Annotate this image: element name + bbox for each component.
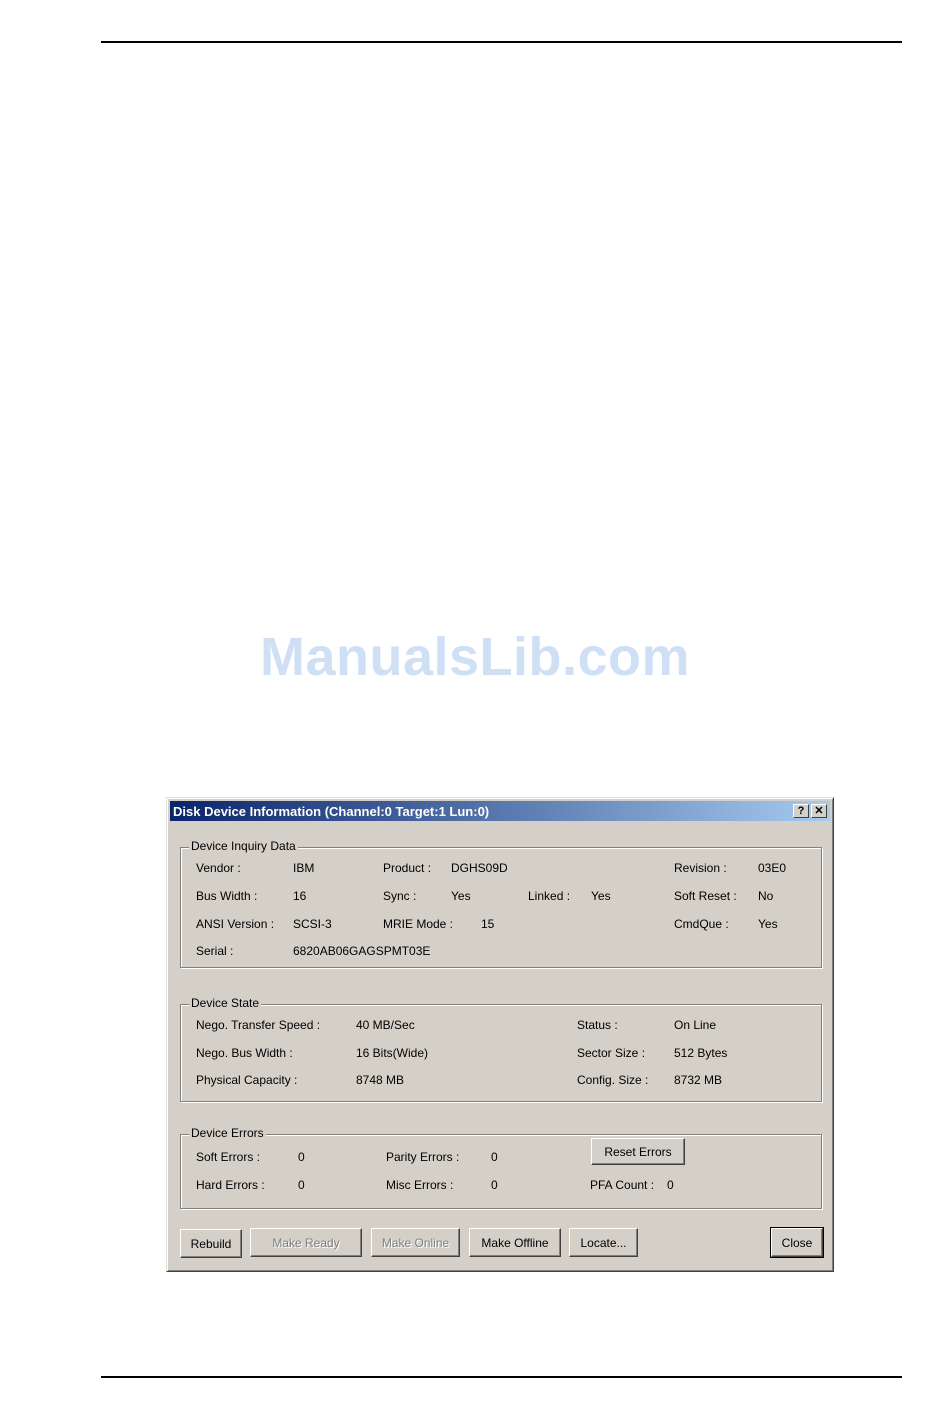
watermark: ManualsLib.com: [259, 627, 691, 687]
parity-errors-label: Parity Errors :: [386, 1150, 460, 1164]
rebuild-button[interactable]: Rebuild: [180, 1229, 242, 1258]
pfa-count-label: PFA Count :: [590, 1178, 655, 1192]
transfer-speed-label: Nego. Transfer Speed :: [196, 1018, 321, 1032]
cmdque-value: Yes: [758, 917, 778, 931]
device-inquiry-legend: Device Inquiry Data: [191, 839, 296, 853]
make-online-button[interactable]: Make Online: [371, 1228, 460, 1257]
reset-errors-button[interactable]: Reset Errors: [591, 1138, 685, 1165]
vendor-value: IBM: [293, 861, 315, 875]
sync-label: Sync :: [383, 889, 417, 903]
physical-capacity-value: 8748 MB: [356, 1073, 405, 1087]
title-bar[interactable]: [170, 801, 830, 821]
make-ready-button[interactable]: Make Ready: [250, 1228, 362, 1257]
locate-button[interactable]: Locate...: [569, 1228, 638, 1257]
device-state-legend: Device State: [191, 996, 260, 1010]
product-value: DGHS09D: [451, 861, 508, 875]
bus-width-nego-value: 16 Bits(Wide): [356, 1046, 429, 1060]
disk-device-information-dialog: [166, 797, 834, 1272]
physical-capacity-label: Physical Capacity :: [196, 1073, 298, 1087]
linked-label: Linked :: [528, 889, 571, 903]
product-label: Product :: [383, 861, 432, 875]
vendor-label: Vendor :: [196, 861, 241, 875]
dialog-title: Disk Device Information (Channel:0 Target:1 Lun:0): [173, 804, 490, 819]
soft-errors-label: Soft Errors :: [196, 1150, 261, 1164]
status-value: On Line: [674, 1018, 717, 1032]
revision-value: 03E0: [758, 861, 787, 875]
soft-reset-label: Soft Reset :: [674, 889, 737, 903]
transfer-speed-value: 40 MB/Sec: [356, 1018, 415, 1032]
soft-errors-value: 0: [298, 1150, 305, 1164]
top-rule: [101, 41, 902, 43]
serial-label: Serial :: [196, 944, 234, 958]
device-state-group: [180, 996, 822, 1102]
bus-width-nego-label: Nego. Bus Width :: [196, 1046, 293, 1060]
ansi-version-label: ANSI Version :: [196, 917, 275, 931]
bottom-rule: [101, 1376, 902, 1378]
mrie-mode-label: MRIE Mode :: [383, 917, 454, 931]
sync-value: Yes: [451, 889, 471, 903]
linked-value: Yes: [591, 889, 611, 903]
sector-size-label: Sector Size :: [577, 1046, 646, 1060]
device-errors-legend: Device Errors: [191, 1126, 264, 1140]
status-label: Status :: [577, 1018, 618, 1032]
serial-value: 6820AB06GAGSPMT03E: [293, 944, 431, 958]
config-size-value: 8732 MB: [674, 1073, 723, 1087]
ansi-version-value: SCSI-3: [293, 917, 332, 931]
config-size-label: Config. Size :: [577, 1073, 649, 1087]
close-icon[interactable]: ✕: [811, 804, 827, 818]
pfa-count-value: 0: [667, 1178, 674, 1192]
hard-errors-value: 0: [298, 1178, 305, 1192]
device-errors-group: [180, 1126, 822, 1209]
soft-reset-value: No: [758, 889, 774, 903]
cmdque-label: CmdQue :: [674, 917, 729, 931]
make-offline-button[interactable]: Make Offline: [469, 1228, 561, 1257]
close-button[interactable]: Close: [771, 1228, 823, 1257]
sector-size-value: 512 Bytes: [674, 1046, 728, 1060]
bus-width-value: 16: [293, 889, 307, 903]
help-button[interactable]: ?: [793, 804, 809, 818]
revision-label: Revision :: [674, 861, 727, 875]
hard-errors-label: Hard Errors :: [196, 1178, 265, 1192]
misc-errors-label: Misc Errors :: [386, 1178, 454, 1192]
misc-errors-value: 0: [491, 1178, 498, 1192]
bus-width-label: Bus Width :: [196, 889, 258, 903]
parity-errors-value: 0: [491, 1150, 498, 1164]
mrie-mode-value: 15: [481, 917, 495, 931]
device-inquiry-group: [180, 839, 822, 968]
